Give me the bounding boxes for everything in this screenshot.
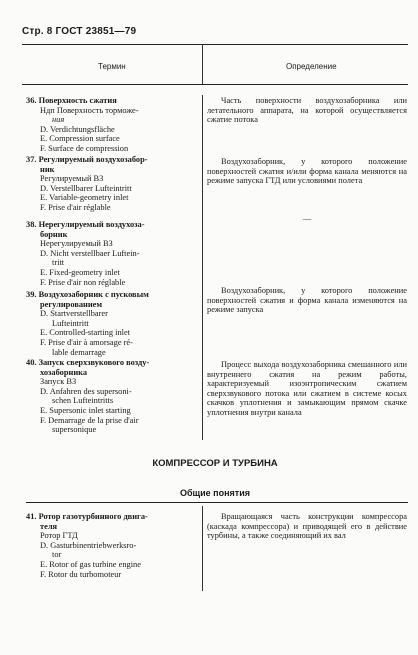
- list-item: 39. Воздухозаборник с пусковым регулированием D. Startverstellbarer Lufteintritt E. Controlled-starting inlet F. Prise d'air à amorsage ré- lable demarrage: [26, 290, 149, 357]
- list-item: 41. Ротор газотурбинного двига- теля Ротор ГТД D. Gasturbinentriebwerksro- tor E. Rotor of gas turbine engine F. Rotor du turbomoteur: [26, 512, 148, 579]
- section-title: КОМПРЕССОР И ТУРБИНА: [152, 458, 278, 469]
- definition-text: —: [302, 214, 312, 223]
- list-item: 37. Регулируемый воздухозабор- ник Регулируемый ВЗ D. Verstellbarer Lufteintritt E. Variable-geometry inlet F. Prise d'air réglable: [26, 155, 148, 212]
- list-item: 40. Запуск сверхзвукового возду- хозаборника Запуск ВЗ D. Anfahren des supersoni- schen Lufteintritts E. Supersonic inlet starting F. Demarrage de la prise d'air supersonique: [26, 358, 150, 435]
- header-column-divider: [202, 44, 203, 84]
- table-top-rule: [22, 44, 408, 45]
- definition-text: Воздухозаборник, у которого положение поверхностей сжатия и форма канала изменяются на режиме запуска: [207, 286, 407, 315]
- column-divider: [202, 506, 203, 591]
- section-rule: [26, 502, 408, 503]
- column-header-definition: Определение: [286, 62, 337, 71]
- column-divider: [202, 95, 203, 440]
- definition-text: Воздухозаборник, у которого положение поверхностей сжатия и/или форма канала меняются на режиме запуска ГТД или условиями полета: [207, 157, 407, 186]
- list-item: 38. Нерегулируемый воздухоза- борник Нерегулируемый ВЗ D. Nicht verstellbaer Luftein- tritt E. Fixed-geometry inlet F. Prise d'air non réglable: [26, 220, 145, 287]
- header-bottom-rule: [22, 84, 408, 85]
- column-header-term: Термин: [98, 62, 126, 71]
- list-item: 36. Поверхность сжатия Ндп Поверхность торможе- ния D. Verdichtungsfläche E. Compression surface F. Surface de compression: [26, 96, 139, 153]
- subsection-title: Общие понятия: [179, 488, 250, 498]
- definition-text: Часть поверхности воздухозаборника или летательного аппарата, на которой осуществляется сжатие потока: [207, 96, 407, 125]
- definition-text: Процесс выхода воздухозаборника смешанного или внутреннего сжатия на режим работы, характеризуемый изоэнтропическим сжатием сверхзвукового потока или сжатием в системе косых скачков уплотнения и замыкающим прямом скачке уплотнения внутри канала: [207, 360, 407, 417]
- page-header: Стр. 8 ГОСТ 23851—79: [22, 26, 137, 37]
- definition-text: Вращающаяся часть конструкции компрессора (каскада компрессора) и приводящей его в действие турбины, а также соединяющий их вал: [207, 512, 407, 541]
